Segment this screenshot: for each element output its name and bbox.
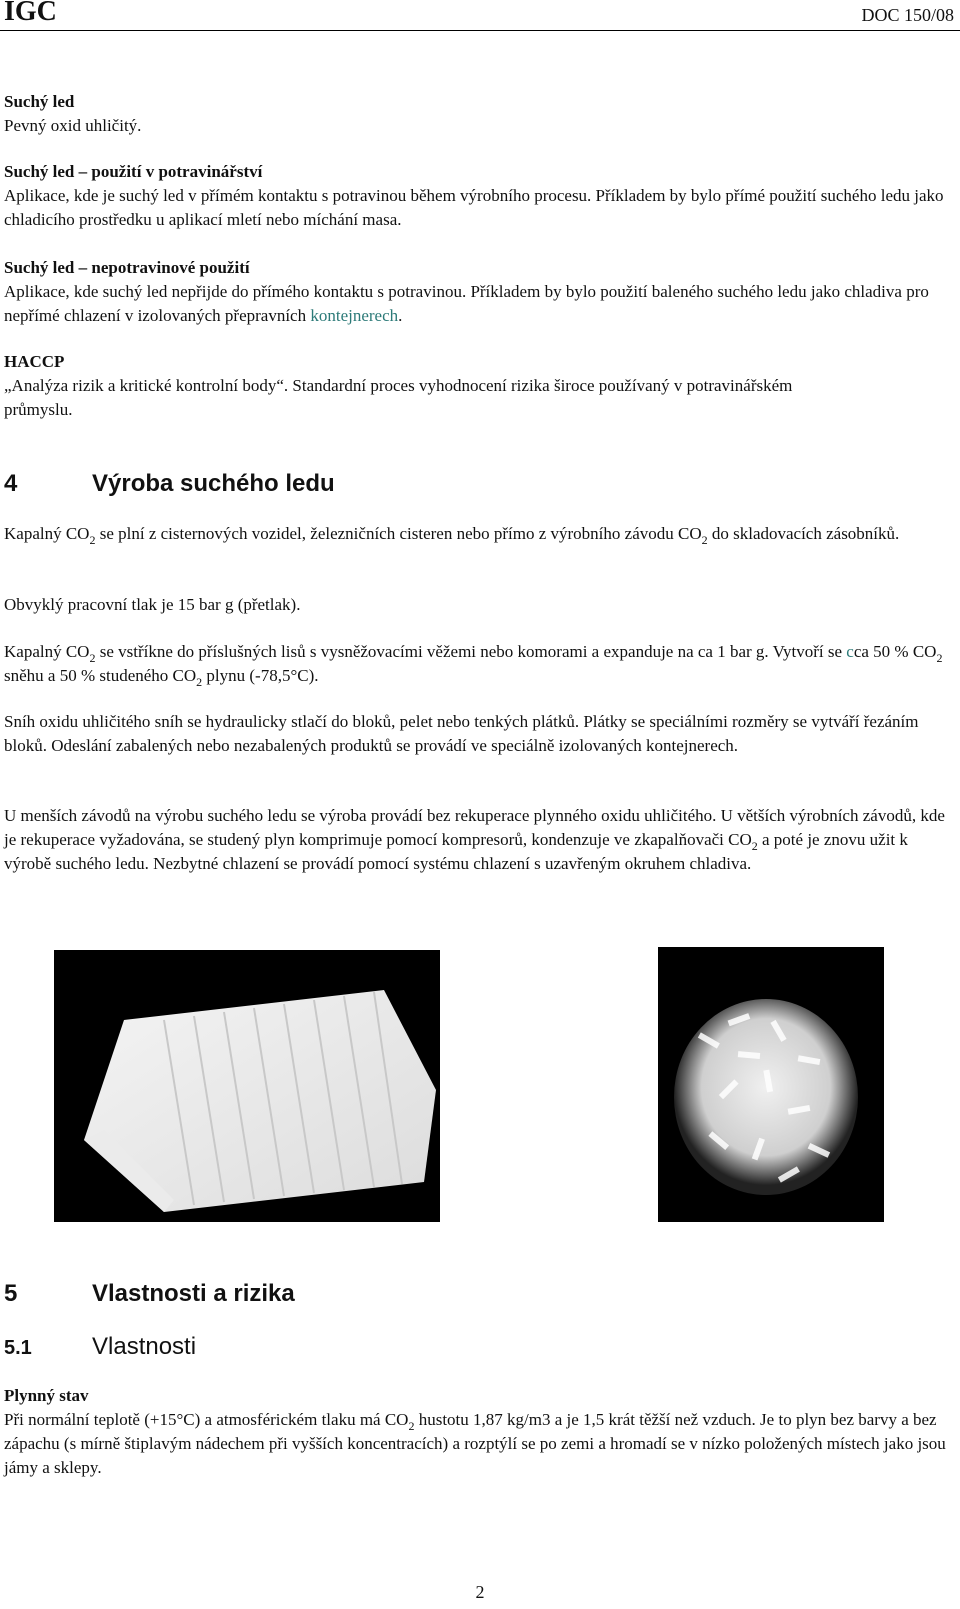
section-title: Vlastnosti	[92, 1333, 197, 1360]
logo: IGC	[4, 0, 57, 27]
section-5-heading	[4, 1280, 295, 1308]
definition-text: Aplikace, kde je suchý led v přímém kontaktu s potravinou během výrobního procesu. Příkladem by bylo přímé použití suchého ledu jako chladicího prostředku u aplikací mletí nebo míchání masa.	[4, 186, 944, 229]
section-title: Výroba suchého ledu	[92, 470, 335, 497]
definition-term: Suchý led – použití v potravinářství	[4, 162, 263, 181]
paragraph: U menších závodů na výrobu suchého ledu se výroba provádí bez rekuperace plynného oxidu uhličitého. U větších výrobních závodů, kde je rekuperace vyžadována, se studený plyn komprimuje pomocí kompresorů, kondenzuje ve zkapalňovači $CO_2$ a poté je znovu užit k výrobě suchého ledu. Nezbytné chlazení se provádí pomocí systému chlazení s uzavřeným okruhem chladiva.	[4, 806, 945, 873]
definition-text: Aplikace, kde suchý led nepřijde do přímého kontaktu s potravinou. Příkladem by bylo použití baleného suchého ledu jako chladiva pro nepřímé chlazení v izolovaných přepravních kontejnerech.	[4, 282, 929, 325]
definition-text: Pevný oxid uhličitý.	[4, 116, 142, 135]
definition-text: „Analýza rizik a kritické kontrolní body“. Standardní proces vyhodnocení rizika široce používaný v potravinářském průmyslu.	[4, 376, 793, 419]
dry-ice-block-photo	[54, 950, 440, 1222]
definition-gas-state	[4, 1384, 949, 1480]
definition-non-food-use	[4, 256, 949, 328]
page-number: 2	[475, 1582, 485, 1602]
definition-term: HACCP	[4, 352, 65, 371]
definition-term: Plynný stav	[4, 1386, 89, 1405]
dry-ice-pellets-photo	[658, 947, 884, 1222]
document-number: DOC 150/08	[861, 5, 954, 25]
definition-term: Suchý led	[4, 92, 75, 111]
section-5-1-heading	[4, 1333, 196, 1362]
containers-link[interactable]: kontejnerech	[310, 306, 399, 325]
paragraph: Sníh oxidu uhličitého sníh se hydraulicky stlačí do bloků, pelet nebo tenkých plátků. Plátky se speciálními rozměry se vytváří řezáním bloků. Odeslání zabalených nebo nezabalených produktů se provádí ve speciálně izolovaných kontejnerech.	[4, 712, 919, 755]
paragraph: Obvyklý pracovní tlak je 15 bar g (přetlak).	[4, 595, 301, 614]
section-title: Vlastnosti a rizika	[92, 1280, 295, 1307]
definition-text: Při normální teplotě (+15°C) a atmosférickém tlaku má $CO_2$ hustotu 1,87 kg/m3 a je 1,5 krát těžší než vzduch. Je to plyn bez barvy a bez zápachu (s mírně štiplavým nádechem při vyšších koncentracích) a rozptýlí se po zemi a hromadí se v nízko položených místech jako jsou jámy a sklepy.	[4, 1410, 946, 1477]
paragraph: Kapalný $CO_2$ se plní z cisternových vozidel, železničních cisteren nebo přímo z výrobního závodu $CO_2$ do skladovacích zásobníků.	[4, 524, 900, 547]
page-header	[0, 0, 960, 31]
section-number: 5.1	[4, 1337, 32, 1359]
section-4-heading	[4, 470, 335, 498]
definition-term: Suchý led – nepotravinové použití	[4, 258, 250, 277]
paragraph: Kapalný $CO_2$ se vstříkne do příslušných lisů s vysněžovacími věžemi nebo komorami a expanduje na ca 1 bar g. Vytvoří se cca 50 % $CO_2$ sněhu a 50 % studeného $CO_2$ plynu (-78,5°C).	[4, 642, 943, 689]
definition-dry-ice	[4, 90, 949, 138]
section-number: 4	[4, 470, 18, 497]
section-number: 5	[4, 1280, 18, 1307]
definition-food-use	[4, 160, 949, 232]
definition-haccp	[4, 350, 949, 422]
